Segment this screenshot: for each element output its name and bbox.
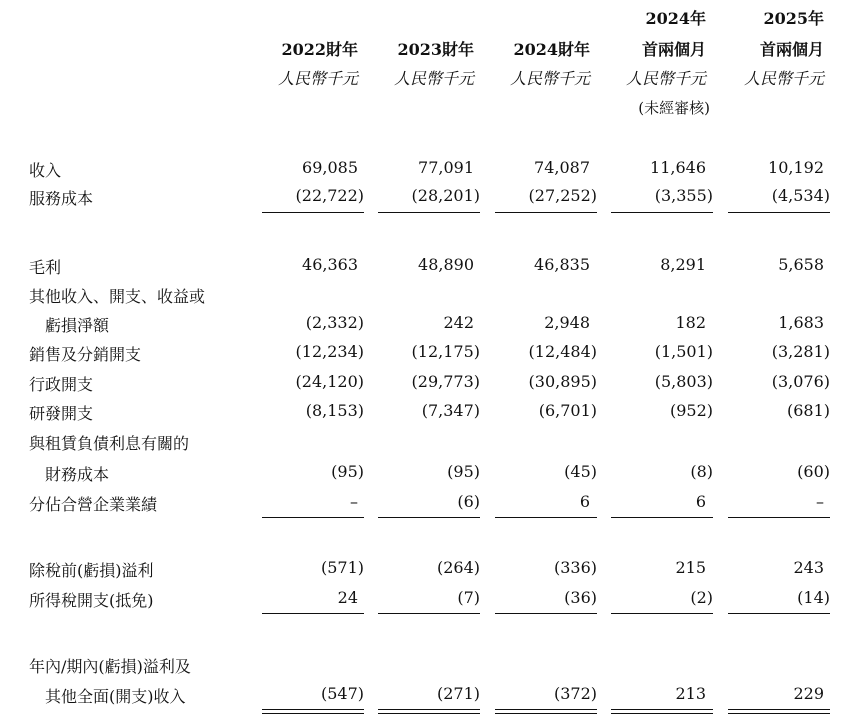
row-label: 分佔合營企業業績: [29, 495, 158, 514]
cell-value: (6): [457, 492, 480, 511]
cell-value: (12,234): [295, 342, 364, 361]
total-double-rule: [611, 709, 713, 714]
subtotal-rule: [262, 517, 364, 518]
cell-value: (2): [690, 588, 713, 607]
subtotal-rule: [262, 613, 364, 614]
cell-value: 6: [579, 492, 590, 511]
row-label: 收入: [29, 161, 62, 180]
row-label: 其他全面(開支)收入: [45, 687, 186, 706]
row-label: 其他收入、開支、收益或: [29, 287, 206, 306]
cell-value: (271): [436, 684, 480, 703]
subtotal-rule: [495, 613, 597, 614]
row-label: 銷售及分銷開支: [29, 345, 142, 364]
cell-value: (7,347): [421, 401, 480, 420]
cell-value: (3,076): [771, 372, 830, 391]
col-unit: 人民幣千元: [625, 69, 706, 88]
subtotal-rule: [728, 613, 830, 614]
cell-value: (952): [669, 401, 713, 420]
subtotal-rule: [378, 613, 480, 614]
subtotal-rule: [495, 212, 597, 213]
col-header-line2: 首兩個月: [759, 40, 824, 59]
cell-value: –: [350, 492, 358, 511]
subtotal-rule: [728, 212, 830, 213]
cell-value: 77,091: [418, 158, 474, 177]
cell-value: 6: [695, 492, 706, 511]
cell-value: (264): [436, 558, 480, 577]
cell-value: 11,646: [650, 158, 706, 177]
cell-value: (28,201): [411, 186, 480, 205]
cell-value: (36): [564, 588, 597, 607]
subtotal-rule: [262, 212, 364, 213]
cell-value: (95): [331, 462, 364, 481]
cell-value: –: [816, 492, 824, 511]
cell-value: (24,120): [295, 372, 364, 391]
cell-value: (6,701): [538, 401, 597, 420]
cell-value: 48,890: [418, 255, 474, 274]
row-label: 研發開支: [29, 404, 94, 423]
cell-value: (7): [457, 588, 480, 607]
row-label: 毛利: [29, 258, 62, 277]
cell-value: 182: [675, 313, 706, 332]
cell-value: (60): [797, 462, 830, 481]
cell-value: 8,291: [660, 255, 706, 274]
row-label: 服務成本: [29, 189, 94, 208]
cell-value: 46,363: [302, 255, 358, 274]
cell-value: 2,948: [544, 313, 590, 332]
row-label: 與租賃負債利息有關的: [29, 434, 190, 453]
subtotal-rule: [728, 517, 830, 518]
cell-value: 10,192: [768, 158, 824, 177]
cell-value: 5,658: [778, 255, 824, 274]
col-unit: 人民幣千元: [277, 69, 358, 88]
total-double-rule: [378, 709, 480, 714]
cell-value: 243: [793, 558, 824, 577]
col-header-line1: 2024年: [645, 9, 706, 28]
cell-value: 215: [675, 558, 706, 577]
row-label: 行政開支: [29, 375, 94, 394]
cell-value: (29,773): [411, 372, 480, 391]
total-double-rule: [728, 709, 830, 714]
row-label: 年內/期內(虧損)溢利及: [29, 657, 191, 676]
row-label: 財務成本: [45, 465, 110, 484]
cell-value: (2,332): [305, 313, 364, 332]
cell-value: (45): [564, 462, 597, 481]
cell-value: (1,501): [654, 342, 713, 361]
cell-value: (22,722): [295, 186, 364, 205]
subtotal-rule: [611, 212, 713, 213]
col-header-line2: 2023財年: [397, 40, 474, 59]
subtotal-rule: [378, 212, 480, 213]
col-header-line2: 2022財年: [281, 40, 358, 59]
cell-value: (5,803): [654, 372, 713, 391]
cell-value: (336): [553, 558, 597, 577]
col-note: (未經審核): [638, 99, 710, 117]
cell-value: (8): [690, 462, 713, 481]
subtotal-rule: [611, 613, 713, 614]
col-unit: 人民幣千元: [509, 69, 590, 88]
cell-value: (8,153): [305, 401, 364, 420]
cell-value: 213: [675, 684, 706, 703]
cell-value: (95): [447, 462, 480, 481]
cell-value: (547): [320, 684, 364, 703]
cell-value: 46,835: [534, 255, 590, 274]
cell-value: (681): [786, 401, 830, 420]
cell-value: (3,281): [771, 342, 830, 361]
row-label: 虧損淨額: [45, 316, 110, 335]
cell-value: (3,355): [654, 186, 713, 205]
cell-value: (372): [553, 684, 597, 703]
col-header-line2: 首兩個月: [641, 40, 706, 59]
cell-value: (30,895): [528, 372, 597, 391]
cell-value: 69,085: [302, 158, 358, 177]
total-double-rule: [262, 709, 364, 714]
col-header-line2: 2024財年: [513, 40, 590, 59]
subtotal-rule: [378, 517, 480, 518]
cell-value: (571): [320, 558, 364, 577]
row-label: 除稅前(虧損)溢利: [29, 561, 154, 580]
row-label: 所得稅開支(抵免): [29, 591, 154, 610]
subtotal-rule: [611, 517, 713, 518]
cell-value: (14): [797, 588, 830, 607]
col-header-line1: 2025年: [763, 9, 824, 28]
col-unit: 人民幣千元: [743, 69, 824, 88]
cell-value: 229: [793, 684, 824, 703]
cell-value: 1,683: [778, 313, 824, 332]
cell-value: (12,175): [411, 342, 480, 361]
subtotal-rule: [495, 517, 597, 518]
cell-value: (12,484): [528, 342, 597, 361]
cell-value: (4,534): [771, 186, 830, 205]
col-unit: 人民幣千元: [393, 69, 474, 88]
cell-value: 24: [337, 588, 358, 607]
total-double-rule: [495, 709, 597, 714]
cell-value: 74,087: [534, 158, 590, 177]
cell-value: (27,252): [528, 186, 597, 205]
cell-value: 242: [443, 313, 474, 332]
